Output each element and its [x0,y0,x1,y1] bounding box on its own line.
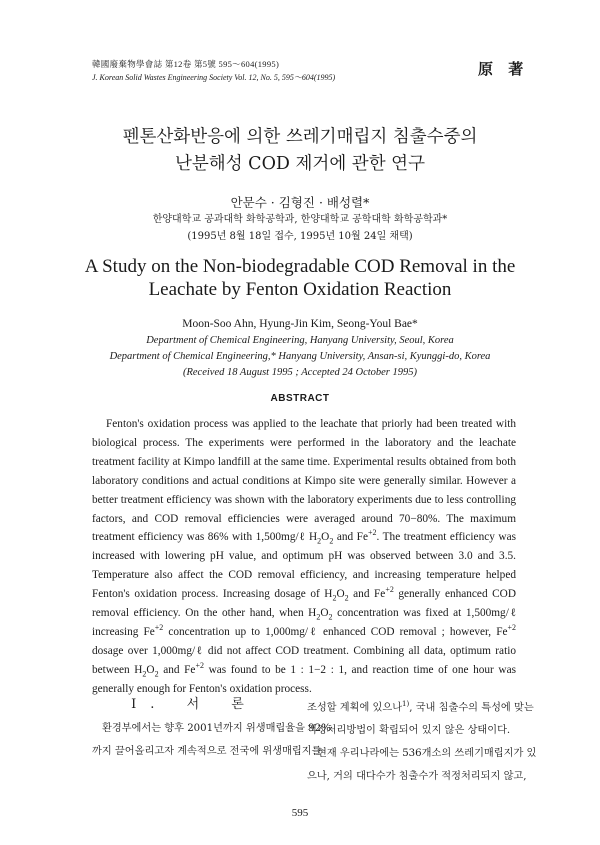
intro-left-line-1: 환경부에서는 향후 2001년까지 위생매립율을 92% [102,723,331,734]
affiliation-english-1: Department of Chemical Engineering, Hanyang University, Seoul, Korea [146,335,454,346]
reference-marker: 1) [402,700,410,708]
intro-right-line-1: 조성할 계획에 있으나$^{1)}$, 국내 침출수의 특성에 맞는 [307,700,534,714]
english-title-line2: Leachate by Fenton Oxidation Reaction [148,279,452,300]
affiliation-english-2: Department of Chemical Engineering,* Hanyang University, Ansan-si, Kyunggi-do, Korea [109,351,491,362]
authors-english: Moon-Soo Ahn, Hyung-Jin Kim, Seong-Youl Bae* [182,318,418,330]
journal-header-korean: 韓國廢棄物學會誌 第12卷 第5號 595～604(1995) [92,59,280,69]
affiliation-korean: 한양대학교 공과대학 화학공학과, 한양대학교 공학대학 화학공학과* [152,214,448,225]
page-number: 595 [291,807,309,819]
intro-column-right [307,693,537,788]
abstract-body: Fenton's oxidation process was applied to the leachate that priorly had been treated with biological process. The experiments were performed in the laboratory and the leachate treatment facility at Kimpo landfill at the same time. Experimental results obtained from both laboratory conditions and actual conditions at Kimpo site were generally similar. However a better treatment efficiency was shown with the laboratory experiments due to less controlling factors, and COD removal efficiencies were averaged around 70−80%. The maximum treatment efficiency was 86% with 1,500mg/ℓ $H_2O_2$ and $Fe^{+2}$. The treatment efficiency was increased with lowering pH value, and optimum pH was observed between 3.0 and 3.5. Temperature also affect the COD removal efficiency, and increasing temperature helped Fenton's oxidation process. Increasing dosage of $H_2O_2$ and $Fe^{+2}$ generally enhanced COD removal efficiency. On the other hand, when $H_2O_2$ concentration was fixed at 1,500mg/ℓ increasing $Fe^{+2}$ concentration up to 1,000mg/ℓ enhanced COD removal ; however, $Fe^{+2}$ dosage over 1,000mg/ℓ did not affect COD treatment. Combining all data, optimum ratio between $H_2O_2$ and $Fe^{+2}$ was found to be 1 : 1−2 : 1, and reaction time of one hour was generally enough for Fenton's oxidation process. [92,418,517,695]
intro-column-left [92,717,331,763]
intro-left-line-2: 까지 끌어올리고자 계속적으로 전국에 위생매립지를 [92,746,322,757]
journal-header-english: J. Korean Solid Wastes Engineering Society Vol. 12, No. 5, 595～604(1995) [92,73,336,82]
korean-title-line2: 난분해성 COD 제거에 관한 연구 [175,154,425,174]
article-type-badge: 原 著 [478,60,529,78]
authors-korean: 안문수 · 김형진 · 배성렬* [230,195,370,210]
korean-title-line1: 펜톤산화반응에 의한 쓰레기매립지 침출수중의 [122,127,478,147]
section-heading-introduction: Ⅰ. 서 론 [131,697,258,712]
intro-right-line-4: 으나, 거의 대다수가 침출수가 적정처리되지 않고, [307,771,527,783]
received-date-korean: (1995년 8월 18일 접수, 1995년 10월 24일 채택) [187,231,413,242]
english-title-line1: A Study on the Non-biodegradable COD Removal in the [84,256,516,277]
intro-right-line-2: 적정처리방법이 확립되어 있지 않은 상태이다. [307,725,511,737]
intro-right-line-3: 현재 우리나라에는 536개소의 쓰레기매립지가 있 [317,748,537,760]
received-date-english: (Received 18 August 1995 ; Accepted 24 October 1995) [182,367,418,378]
abstract-heading: ABSTRACT [270,393,330,404]
